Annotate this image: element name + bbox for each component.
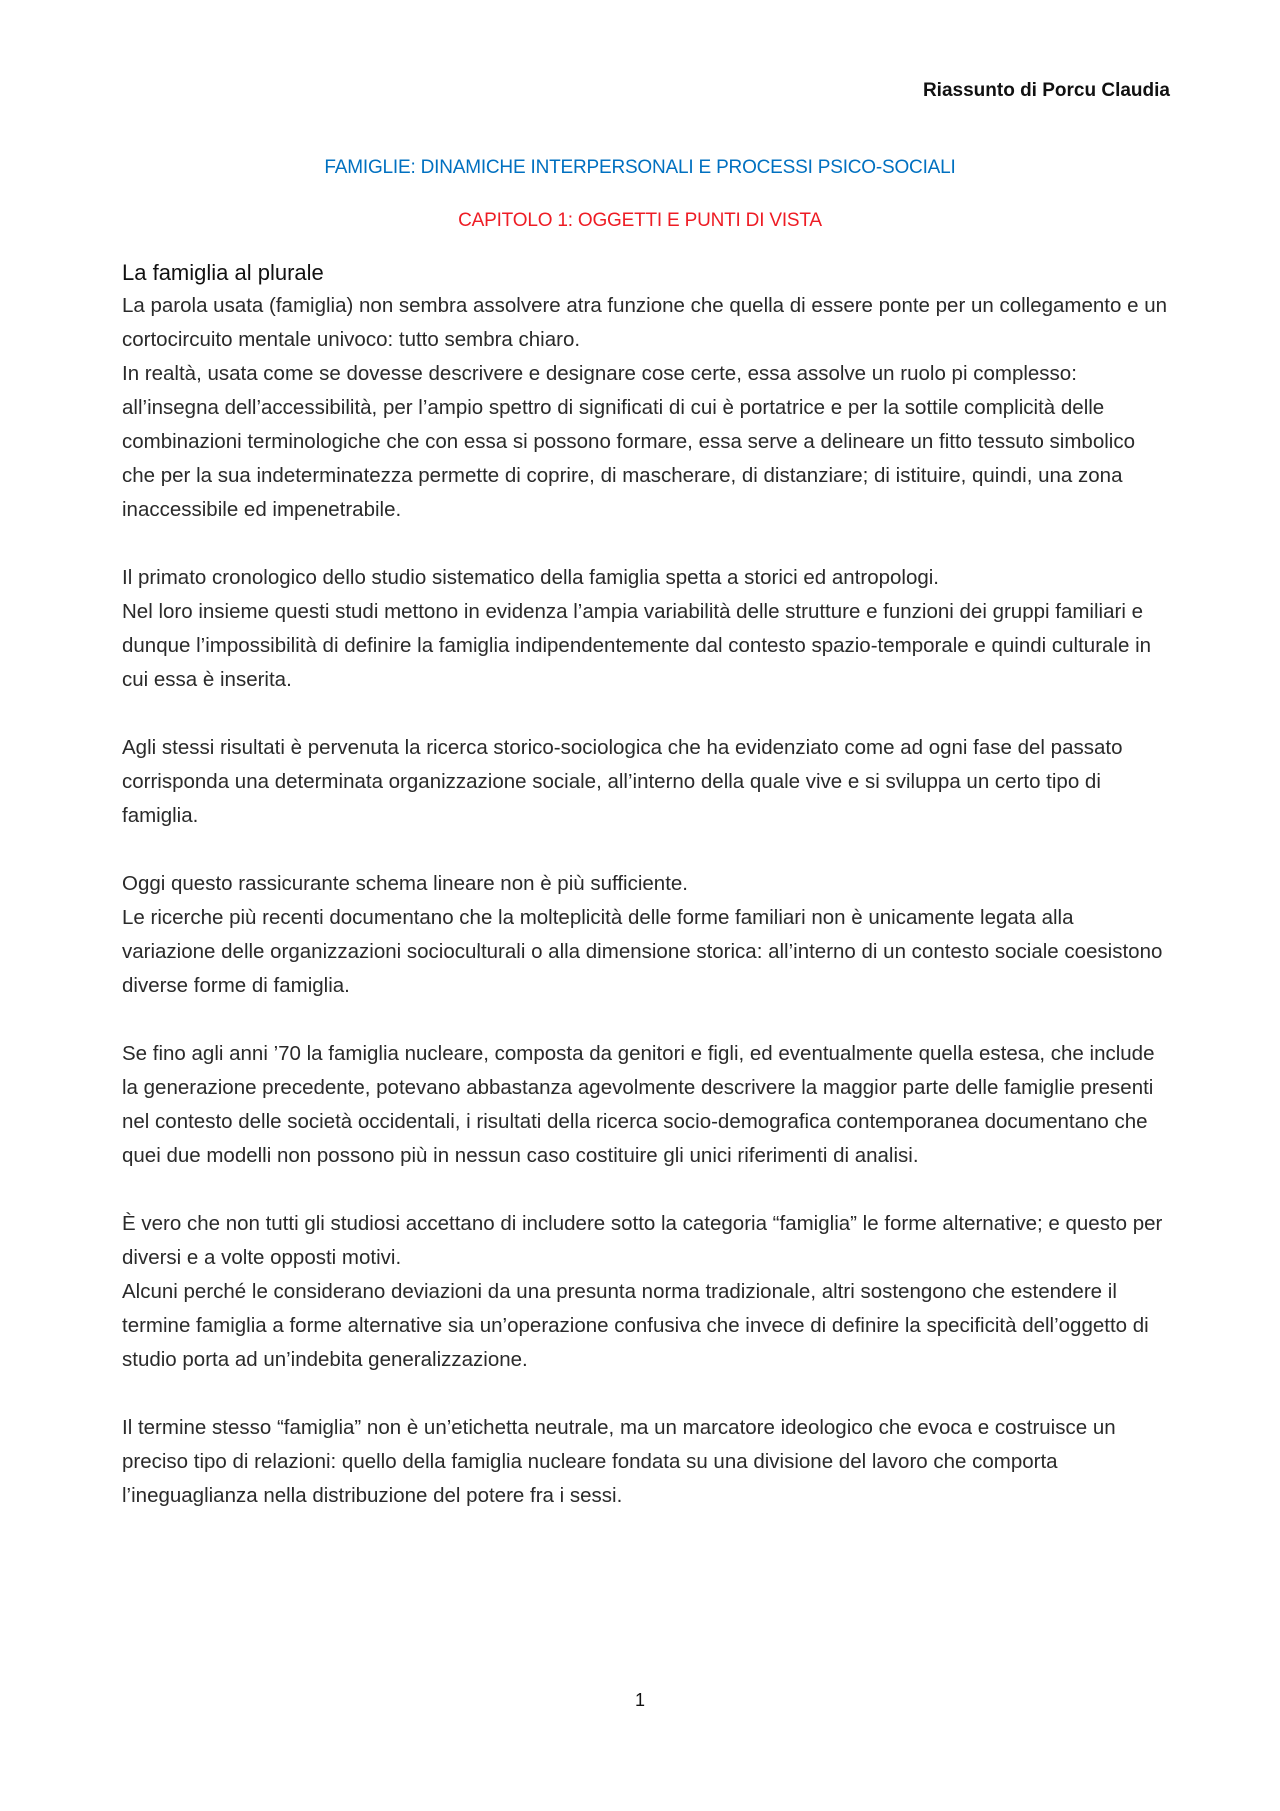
paragraph: La parola usata (famiglia) non sembra assolvere atra funzione che quella di essere ponte per un collegamento e un cortocircuito mentale univoco: tutto sembra chiaro. <box>122 294 1167 351</box>
paragraph: È vero che non tutti gli studiosi accettano di includere sotto la categoria “famiglia” le forme alternative; e questo per diversi e a volte opposti motivi. <box>122 1212 1163 1269</box>
paragraph-gap <box>122 1377 1170 1411</box>
paragraph-gap <box>122 1173 1170 1207</box>
paragraph: Oggi questo rassicurante schema lineare non è più sufficiente. <box>122 872 688 895</box>
chapter-title: CAPITOLO 1: OGGETTI E PUNTI DI VISTA <box>458 210 822 231</box>
paragraph: Nel loro insieme questi studi mettono in evidenza l’ampia variabilità delle strutture e funzioni dei gruppi familiari e dunque l’impossibilità di definire la famiglia indipendentemente dal contesto spazio-temporale e quindi culturale in cui essa è inserita. <box>122 600 1152 691</box>
paragraph: In realtà, usata come se dovesse descrivere e designare cose certe, essa assolve un ruolo pi complesso: all’insegna dell’accessibilità, per l’ampio spettro di significati di cui è portatrice e per la sottile complicità delle combinazioni terminologiche che con essa si possono formare, essa serve a delineare un fitto tessuto simbolico che per la sua indeterminatezza permette di coprire, di mascherare, di distanziare; di istituire, quindi, una zona inaccessibile ed impenetrabile. <box>122 362 1135 521</box>
page-number: 1 <box>634 1690 645 1710</box>
document-body <box>122 257 1170 1513</box>
paragraph: Agli stessi risultati è pervenuta la ricerca storico-sociologica che ha evidenziato come ad ogni fase del passato corrisponda una determinata organizzazione sociale, all’interno della quale vive e si sviluppa un certo tipo di famiglia. <box>122 736 1123 827</box>
document-title: FAMIGLIE: DINAMICHE INTERPERSONALI E PROCESSI PSICO-SOCIALI <box>324 157 956 178</box>
paragraph-gap <box>122 1003 1170 1037</box>
paragraph: Le ricerche più recenti documentano che la molteplicità delle forme familiari non è unicamente legata alla variazione delle organizzazioni socioculturali o alla dimensione storica: all’interno di un contesto sociale coesistono diverse forme di famiglia. <box>122 906 1163 997</box>
header-author: Riassunto di Porcu Claudia <box>922 80 1170 101</box>
section-heading: La famiglia al plurale <box>122 260 324 285</box>
paragraph: Se fino agli anni ’70 la famiglia nucleare, composta da genitori e figli, ed eventualmente quella estesa, che include la generazione precedente, potevano abbastanza agevolmente descrivere la maggior parte delle famiglie presenti nel contesto delle società occidentali, i risultati della ricerca socio-demografica contemporanea documentano che quei due modelli non possono più in nessun caso costituire gli unici riferimenti di analisi. <box>122 1042 1155 1167</box>
paragraph-gap <box>122 833 1170 867</box>
paragraph-gap <box>122 527 1170 561</box>
paragraph: Alcuni perché le considerano deviazioni da una presunta norma tradizionale, altri sostengono che estendere il termine famiglia a forme alternative sia un’operazione confusiva che invece di definire la specificità dell’oggetto di studio porta ad un’indebita generalizzazione. <box>122 1280 1149 1371</box>
paragraph: Il primato cronologico dello studio sistematico della famiglia spetta a storici ed antropologi. <box>122 566 940 589</box>
paragraph-gap <box>122 697 1170 731</box>
paragraph: Il termine stesso “famiglia” non è un’etichetta neutrale, ma un marcatore ideologico che evoca e costruisce un preciso tipo di relazioni: quello della famiglia nucleare fondata su una divisione del lavoro che comporta l’ineguaglianza nella distribuzione del potere fra i sessi. <box>122 1416 1116 1507</box>
